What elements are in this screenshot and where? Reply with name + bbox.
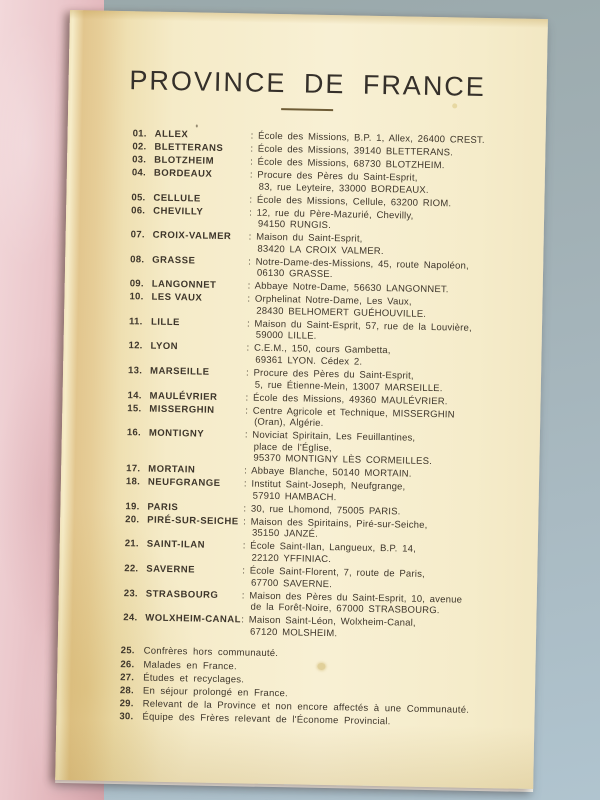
entry-place-name: GRASSE <box>152 254 196 267</box>
entry-number: 02. <box>132 141 147 153</box>
address-line: 35150 JANZÉ. <box>251 528 319 541</box>
entry-address <box>242 541 525 570</box>
entry-number: 21. <box>124 538 139 550</box>
entry-number: 10. <box>129 291 144 303</box>
entry-number: 19. <box>125 501 140 513</box>
entry-number: 16. <box>126 427 142 439</box>
paper-stain <box>317 663 325 670</box>
entry-address <box>247 294 530 323</box>
address-line: 95370 MONTIGNY LÈS CORMEILLES. <box>253 452 433 468</box>
book-right-page <box>55 10 548 789</box>
address-line: 57910 HAMBACH. <box>252 490 337 504</box>
address-line: : École des Missions, B.P. 1, Allex, 26400 CREST. <box>250 130 485 146</box>
note-text: Équipe des Frères relevant de l'Économe Provincial. <box>142 711 391 728</box>
entry-number: 20. <box>125 513 140 526</box>
address-line: 06130 GRASSE. <box>256 267 333 281</box>
address-line: 83, rue Leyteire, 33000 BORDEAUX. <box>258 181 429 196</box>
address-line: : Maison des Pères du Saint-Esprit, 10, avenue <box>241 589 463 606</box>
entry-number: 08. <box>130 253 145 266</box>
address-line: : École des Missions, Cellule, 63200 RIOM. <box>249 194 452 209</box>
entry-place-name: BLOTZHEIM <box>154 154 215 167</box>
address-line: (Oran), Algérie. <box>254 416 324 430</box>
address-line: 83420 LA CROIX VALMER. <box>257 243 384 257</box>
entry-place-name: ALLEX <box>154 128 189 141</box>
entry-place-name: LANGONNET <box>151 278 217 292</box>
address-line: 69361 LYON. Cédex 2. <box>255 354 363 368</box>
address-line: : Noviciat Spiritain, Les Feuillantines, <box>244 429 416 444</box>
note-number: 26. <box>120 658 135 670</box>
address-line: place de l'Église, <box>253 441 332 454</box>
entry-number: 18. <box>125 476 141 488</box>
entry-place-name: MISSERGHIN <box>149 403 215 416</box>
entry-address <box>247 318 530 347</box>
entry-address <box>245 405 528 434</box>
entry-address <box>244 479 527 508</box>
address-line: : Centre Agricole et Technique, MISSERGHIN <box>245 404 455 420</box>
entry-number: 17. <box>126 463 141 475</box>
entry-place-name: WOLXHEIM-CANAL <box>145 612 242 626</box>
entry-place-name: MORTAIN <box>148 463 196 476</box>
entry-number: 01. <box>132 128 147 140</box>
entry-address <box>243 516 526 545</box>
address-line: : Notre-Dame-des-Missions, 45, route Napoléon, <box>248 256 470 272</box>
entry-number: 07. <box>130 229 145 241</box>
address-line: 59000 LILLE. <box>255 330 317 343</box>
entry-number: 04. <box>131 167 147 179</box>
paper-stain <box>452 103 457 108</box>
note-text: Études et recyclages. <box>143 672 245 686</box>
address-line: : École Saint-Ilan, Langueux, B.P. 14, <box>242 540 417 556</box>
note-text: Malades en France. <box>143 659 238 672</box>
entry-number: 12. <box>128 340 143 352</box>
notes-list <box>56 643 535 731</box>
directory-list <box>58 127 546 643</box>
entry-number: 13. <box>127 365 143 377</box>
entry-number: 14. <box>127 389 142 401</box>
entry-place-name: CHEVILLY <box>153 205 204 218</box>
entry-number: 24. <box>123 612 138 624</box>
entry-place-name: STRASBOURG <box>145 588 219 601</box>
entry-place-name: LYON <box>150 341 179 353</box>
entry-place-name: PIRÉ-SUR-SEICHE <box>147 514 239 528</box>
entry-place-name: PARIS <box>147 501 179 514</box>
entry-place-name: MARSEILLE <box>149 365 210 378</box>
address-line: 94150 RUNGIS. <box>257 218 332 232</box>
entry-address <box>242 565 525 594</box>
entry-number: 15. <box>127 402 142 414</box>
address-line: : Abbaye Blanche, 50140 MORTAIN. <box>244 465 412 480</box>
entry-number: 05. <box>131 191 146 204</box>
ink-speck <box>196 124 198 127</box>
entry-place-name: LILLE <box>150 316 181 328</box>
entry-number: 09. <box>129 278 144 290</box>
entry-place-name: MAULÉVRIER <box>149 390 218 403</box>
address-line: : C.E.M., 150, cours Gambetta, <box>246 342 391 357</box>
entry-place-name: NEUFGRANGE <box>147 476 221 490</box>
entry-number: 22. <box>124 563 139 575</box>
address-line: : Maison Saint-Léon, Wolxheim-Canal, <box>241 614 416 629</box>
entry-place-name: CROIX-VALMER <box>152 229 232 243</box>
entry-number: 23. <box>123 587 139 599</box>
note-text: En séjour prolongé en France. <box>142 685 289 700</box>
entry-place-name: BORDEAUX <box>153 167 213 180</box>
entry-number: 11. <box>128 316 143 328</box>
entry-number: 06. <box>131 204 146 216</box>
address-line: : 12, rue du Père-Mazurié, Chevilly, <box>249 206 414 222</box>
entry-place-name: CELLULE <box>153 192 201 205</box>
title-divider <box>281 108 333 111</box>
address-line: : Maison des Spiritains, Piré-sur-Seiche, <box>243 516 428 531</box>
address-line: : 30, rue Lhomond, 75005 PARIS. <box>243 503 401 518</box>
address-line: : Procure des Pères du Saint-Esprit, <box>249 169 418 184</box>
page-title: PROVINCE DE FRANCE <box>129 65 487 102</box>
entry-address <box>248 256 531 285</box>
entry-address <box>246 367 529 396</box>
address-line: : Abbaye Notre-Dame, 56630 LANGONNET. <box>247 280 449 296</box>
address-line: 67700 SAVERNE. <box>250 577 333 590</box>
entry-number: 03. <box>132 154 147 166</box>
entry-place-name: SAVERNE <box>146 563 196 576</box>
address-line: : Procure des Pères du Saint-Esprit, <box>245 367 414 382</box>
address-line: 28430 BELHOMERT GUÉHOUVILLE. <box>256 305 427 320</box>
note-number: 29. <box>119 698 134 710</box>
note-number: 27. <box>120 671 135 684</box>
note-number: 25. <box>120 645 135 657</box>
address-line: 67120 MOLSHEIM. <box>249 626 338 639</box>
entry-address <box>241 615 524 644</box>
entry-place-name: BLETTERANS <box>154 141 224 154</box>
address-line: : Institut Saint-Joseph, Neufgrange, <box>243 478 406 493</box>
entry-place-name: SAINT-ILAN <box>146 538 206 552</box>
address-line: : École des Missions, 49360 MAULÉVRIER. <box>245 391 448 407</box>
entry-address <box>244 430 528 470</box>
address-line: 22120 YFFINIAC. <box>251 552 332 566</box>
address-line: de la Forêt-Noire, 67000 STRASBOURG. <box>250 601 440 617</box>
entry-address <box>241 590 524 619</box>
entry-place-name: MONTIGNY <box>148 427 205 440</box>
entry-address <box>249 207 532 236</box>
note-text: Relevant de la Province et non encore affectés à une Communauté. <box>142 698 470 716</box>
address-line: : Orphelinat Notre-Dame, Les Vaux, <box>247 293 412 308</box>
entry-address <box>246 343 529 372</box>
note-number: 30. <box>119 711 134 723</box>
address-line: : Maison du Saint-Esprit, <box>248 231 363 245</box>
note-number: 28. <box>119 685 135 697</box>
entry-address <box>250 169 533 198</box>
address-line: : Maison du Saint-Esprit, 57, rue de la Louvière, <box>246 318 472 334</box>
address-line: : École des Missions, 39140 BLETTERANS. <box>250 143 454 159</box>
note-text: Confrères hors communauté. <box>143 645 279 660</box>
address-line: 5, rue Étienne-Mein, 13007 MARSEILLE. <box>254 379 443 394</box>
address-line: : École Saint-Florent, 7, route de Paris, <box>242 565 426 580</box>
directory-entry <box>126 427 528 469</box>
entry-place-name: LES VAUX <box>151 291 203 304</box>
address-line: : École des Missions, 68730 BLOTZHEIM. <box>250 156 445 172</box>
entry-address <box>248 232 531 261</box>
